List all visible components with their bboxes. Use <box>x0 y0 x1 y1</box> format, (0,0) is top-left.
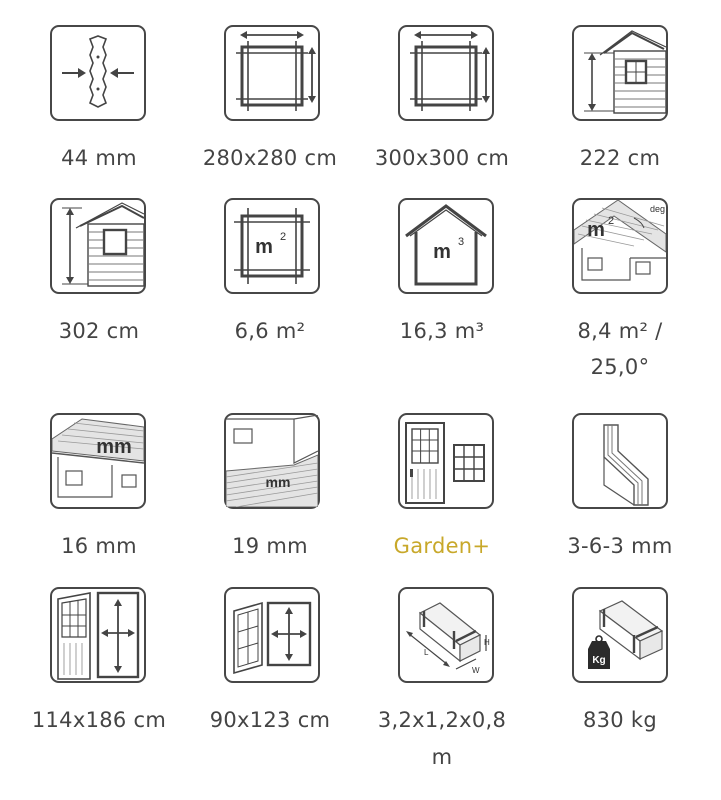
spec-label: 6,6 m² <box>234 319 306 343</box>
spec-label: 280x280 cm <box>202 146 338 170</box>
deg-badge: deg <box>650 204 666 214</box>
door-size-icon <box>50 587 146 683</box>
height-letter: H <box>484 638 490 647</box>
spec-label: 16 mm <box>61 534 137 558</box>
package-weight-icon <box>572 587 668 683</box>
roof-area-slope-icon <box>572 198 668 294</box>
glass-thickness-icon <box>572 413 668 509</box>
footprint-dimensions-icon <box>224 25 320 121</box>
width-letter: W <box>472 666 480 675</box>
spec-label-line2: m <box>431 745 453 769</box>
spec-label: 90x123 cm <box>209 708 331 732</box>
spec-label: 8,4 m² / <box>577 319 663 343</box>
spec-label: 302 cm <box>58 319 140 343</box>
spec-label: 830 kg <box>582 708 658 732</box>
spec-label-line2: 25,0° <box>590 355 650 379</box>
roof-board-thickness-icon <box>50 413 146 509</box>
svg-text:m: m <box>255 236 273 258</box>
spec-label-garden-plus: Garden+ <box>393 534 491 558</box>
mm-badge: mm <box>96 436 132 458</box>
spec-label: 16,3 m³ <box>399 319 485 343</box>
floor-board-thickness-icon <box>224 413 320 509</box>
spec-label: 19 mm <box>232 534 308 558</box>
spec-label: 3-6-3 mm <box>567 534 673 558</box>
wall-height-icon <box>572 25 668 121</box>
package-dimensions-icon <box>398 587 494 683</box>
wall-thickness-icon <box>50 25 146 121</box>
floor-area-icon <box>224 198 320 294</box>
mm-badge: mm <box>265 474 291 490</box>
superscript: 2 <box>608 215 615 227</box>
spec-label: 3,2x1,2x0,8 <box>377 708 507 732</box>
door-window-icon <box>398 413 494 509</box>
superscript: 3 <box>458 236 465 248</box>
spec-label: 44 mm <box>61 146 137 170</box>
ridge-height-icon <box>50 198 146 294</box>
length-letter: L <box>424 648 429 657</box>
spec-label: 222 cm <box>579 146 661 170</box>
superscript: 2 <box>280 231 287 243</box>
svg-text:m: m <box>587 219 605 241</box>
spec-label: 300x300 cm <box>374 146 510 170</box>
spec-label: 114x186 cm <box>31 708 167 732</box>
volume-icon <box>398 198 494 294</box>
kg-badge: Kg <box>592 655 606 666</box>
window-size-icon <box>224 587 320 683</box>
roof-dimensions-icon <box>398 25 494 121</box>
svg-text:m: m <box>433 241 451 263</box>
